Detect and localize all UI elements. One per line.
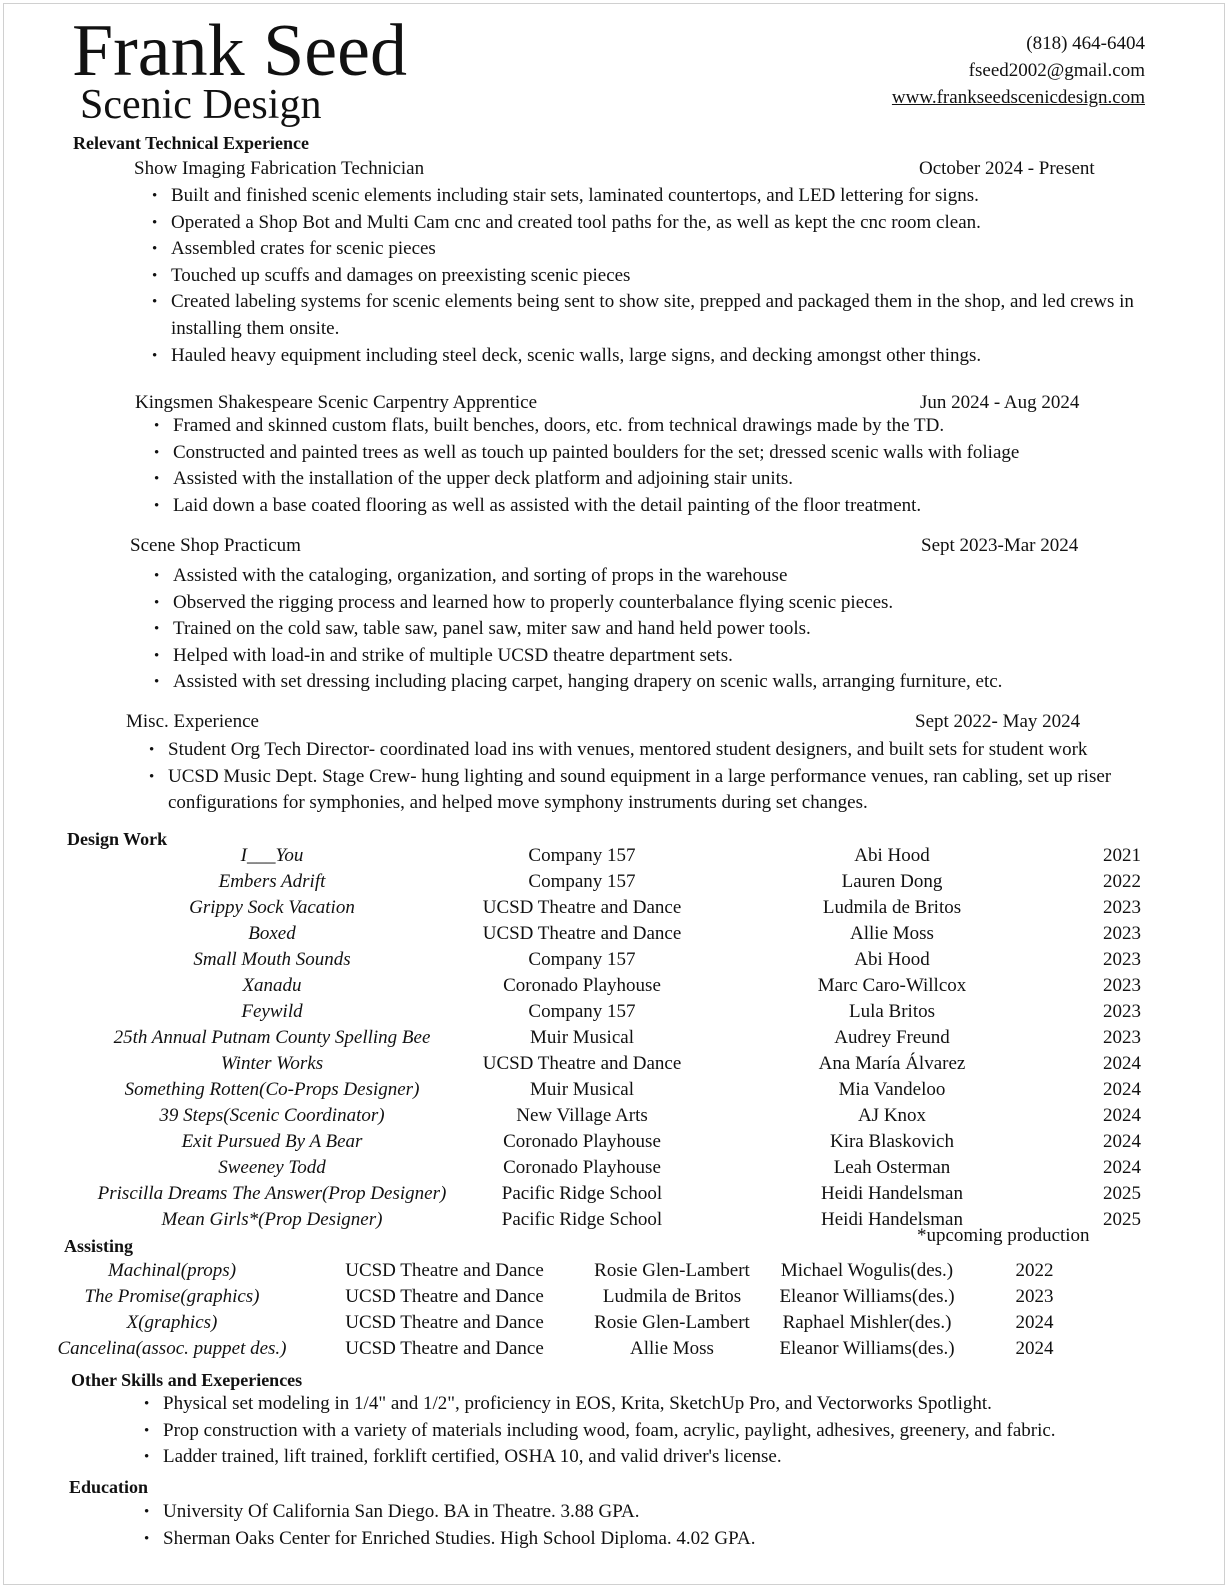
design-work-row-cell: Sweeney Todd bbox=[218, 1157, 326, 1178]
email-address: fseed2002@gmail.com bbox=[968, 60, 1145, 81]
design-work-row bbox=[82, 1103, 1162, 1129]
job-date: Sept 2022- May 2024 bbox=[915, 711, 1081, 732]
design-work-row bbox=[82, 1181, 1162, 1207]
resume-name: Frank Seed bbox=[72, 10, 407, 92]
job-bullets bbox=[173, 413, 1173, 519]
design-work-row-cell: Allie Moss bbox=[850, 923, 934, 944]
design-work-row-cell: 2021 bbox=[1103, 845, 1141, 866]
assisting-row-cell: UCSD Theatre and Dance bbox=[345, 1338, 544, 1359]
bullet-item: • Sherman Oaks Center for Enriched Studies. High School Diploma. 4.02 GPA. bbox=[163, 1526, 1203, 1553]
assisting-row-cell: 2024 bbox=[1015, 1338, 1054, 1359]
assisting-row-cell: UCSD Theatre and Dance bbox=[345, 1260, 544, 1281]
design-work-row bbox=[82, 1025, 1162, 1051]
skills-bullets bbox=[163, 1391, 1203, 1471]
assisting-row-cell: 2024 bbox=[1015, 1312, 1054, 1333]
assisting-row-cell: 2023 bbox=[1015, 1286, 1054, 1307]
assisting-row-cell: Machinal(props) bbox=[107, 1260, 237, 1281]
assisting-row-cell: Michael Wogulis(des.) bbox=[780, 1260, 954, 1281]
assisting-table bbox=[42, 1258, 1092, 1362]
bullet-item: • UCSD Music Dept. Stage Crew- hung lighting and sound equipment in a large performance venues, ran cabling, set up riser configurations for symphonies, and helped move symphony instruments during set changes. bbox=[168, 764, 1208, 817]
design-work-row-cell: Lula Britos bbox=[848, 1001, 936, 1022]
assisting-row-cell: Eleanor Williams(des.) bbox=[779, 1338, 955, 1359]
design-work-row-cell: Company 157 bbox=[528, 1001, 636, 1022]
job-title: Scene Shop Practicum bbox=[130, 535, 301, 556]
bullet-item: • Created labeling systems for scenic elements being sent to show site, prepped and packaged them in the shop, and led crews in installing them onsite. bbox=[171, 289, 1161, 342]
design-work-row bbox=[82, 843, 1162, 869]
upcoming-note: *upcoming production bbox=[917, 1225, 1090, 1246]
design-work-row-cell: New Village Arts bbox=[516, 1105, 648, 1126]
design-work-row-cell: Coronado Playhouse bbox=[503, 1131, 661, 1152]
design-work-row-cell: Company 157 bbox=[528, 949, 636, 970]
job-date: October 2024 - Present bbox=[919, 158, 1095, 179]
design-work-row-cell: Small Mouth Sounds bbox=[193, 949, 351, 970]
design-work-row-cell: Heidi Handelsman bbox=[821, 1183, 963, 1204]
job-title: Kingsmen Shakespeare Scenic Carpentry Apprentice bbox=[135, 392, 538, 413]
design-work-row-cell: Abi Hood bbox=[854, 949, 930, 970]
design-work-row-cell: 2023 bbox=[1103, 975, 1141, 996]
assisting-row-cell: Rosie Glen-Lambert bbox=[594, 1260, 750, 1281]
design-work-row-cell: 39 Steps(Scenic Coordinator) bbox=[159, 1105, 385, 1126]
website-link[interactable]: www.frankseedscenicdesign.com bbox=[891, 87, 1145, 108]
design-work-row-cell: AJ Knox bbox=[857, 1105, 927, 1126]
design-work-row-cell: Leah Osterman bbox=[833, 1157, 951, 1178]
bullet-item: • Ladder trained, lift trained, forklift certified, OSHA 10, and valid driver's license. bbox=[163, 1444, 1203, 1471]
design-work-row-cell: Ana María Álvarez bbox=[818, 1053, 966, 1074]
design-work-row-cell: Muir Musical bbox=[530, 1027, 634, 1048]
assisting-row-cell: UCSD Theatre and Dance bbox=[345, 1312, 544, 1333]
assisting-row-cell: Allie Moss bbox=[630, 1338, 714, 1359]
bullet-item: • Assisted with the installation of the upper deck platform and adjoining stair units. bbox=[173, 466, 1173, 493]
design-work-row-cell: 25th Annual Putnam County Spelling Bee bbox=[113, 1027, 431, 1048]
bullet-item: • Framed and skinned custom flats, built benches, doors, etc. from technical drawings made by the TD. bbox=[173, 413, 1173, 440]
assisting-row bbox=[42, 1284, 1092, 1310]
job-bullets bbox=[168, 737, 1208, 817]
design-work-row-cell: Coronado Playhouse bbox=[503, 1157, 661, 1178]
design-work-row bbox=[82, 1077, 1162, 1103]
design-work-row-cell: 2023 bbox=[1103, 949, 1141, 970]
assisting-row bbox=[42, 1336, 1092, 1362]
job-title: Show Imaging Fabrication Technician bbox=[134, 158, 425, 179]
design-work-row-cell: Grippy Sock Vacation bbox=[189, 897, 355, 918]
design-work-row-cell: Boxed bbox=[248, 923, 296, 944]
job-date: Sept 2023-Mar 2024 bbox=[921, 535, 1079, 556]
assisting-row bbox=[42, 1310, 1092, 1336]
design-work-row-cell: Embers Adrift bbox=[218, 871, 326, 892]
design-work-row-cell: 2024 bbox=[1103, 1053, 1141, 1074]
bullet-item: • Operated a Shop Bot and Multi Cam cnc and created tool paths for the, as well as kept the cnc room clean. bbox=[171, 210, 1161, 237]
design-work-row-cell: UCSD Theatre and Dance bbox=[482, 897, 682, 918]
design-work-row-cell: Kira Blaskovich bbox=[829, 1131, 954, 1152]
assisting-row-cell: Cancelina(assoc. puppet des.) bbox=[57, 1338, 287, 1359]
design-work-row-cell: Coronado Playhouse bbox=[503, 975, 661, 996]
design-work-row-cell: 2024 bbox=[1103, 1079, 1141, 1100]
design-work-row-cell: Pacific Ridge School bbox=[501, 1183, 663, 1204]
resume-title: Scenic Design bbox=[80, 82, 322, 128]
design-work-table bbox=[82, 843, 1162, 1233]
design-work-row-cell: Something Rotten(Co-Props Designer) bbox=[124, 1079, 420, 1100]
design-work-row-cell: UCSD Theatre and Dance bbox=[482, 923, 682, 944]
design-work-heading: Design Work bbox=[67, 829, 168, 849]
design-work-row bbox=[82, 1155, 1162, 1181]
design-work-row bbox=[82, 1051, 1162, 1077]
design-work-row-cell: I___You bbox=[240, 845, 304, 866]
bullet-item: • Physical set modeling in 1/4" and 1/2", proficiency in EOS, Krita, SketchUp Pro, and Vectorworks Spotlight. bbox=[163, 1391, 1203, 1418]
design-work-row-cell: Mia Vandeloo bbox=[838, 1079, 946, 1100]
design-work-row bbox=[82, 869, 1162, 895]
bullet-item: • Assisted with set dressing including placing carpet, hanging drapery on scenic walls, arranging furniture, etc. bbox=[173, 669, 1173, 696]
design-work-row-cell: Winter Works bbox=[220, 1053, 324, 1074]
design-work-row-cell: Feywild bbox=[241, 1001, 303, 1022]
design-work-row-cell: Muir Musical bbox=[530, 1079, 634, 1100]
assisting-row-cell: 2022 bbox=[1015, 1260, 1054, 1281]
bullet-item: • Observed the rigging process and learned how to properly counterbalance flying scenic pieces. bbox=[173, 590, 1173, 617]
assisting-row-cell: Rosie Glen-Lambert bbox=[594, 1312, 750, 1333]
design-work-row bbox=[82, 895, 1162, 921]
design-work-row-cell: Xanadu bbox=[242, 975, 302, 996]
bullet-item: • Prop construction with a variety of materials including wood, foam, acrylic, paylight, adhesives, greenery, and fabric. bbox=[163, 1418, 1203, 1445]
design-work-row-cell: Marc Caro-Willcox bbox=[817, 975, 967, 996]
assisting-heading: Assisting bbox=[64, 1236, 134, 1256]
design-work-row bbox=[82, 921, 1162, 947]
technical-heading: Relevant Technical Experience bbox=[73, 133, 309, 153]
job-bullets bbox=[173, 563, 1173, 696]
design-work-row-cell: Lauren Dong bbox=[841, 871, 943, 892]
design-work-row-cell: Abi Hood bbox=[854, 845, 930, 866]
assisting-row-cell: UCSD Theatre and Dance bbox=[345, 1286, 544, 1307]
design-work-row-cell: UCSD Theatre and Dance bbox=[482, 1053, 682, 1074]
skills-heading: Other Skills and Exeperiences bbox=[71, 1370, 303, 1390]
assisting-row-cell: X(graphics) bbox=[126, 1312, 218, 1333]
job-date: Jun 2024 - Aug 2024 bbox=[920, 392, 1080, 413]
design-work-row-cell: 2024 bbox=[1103, 1131, 1141, 1152]
bullet-item: • Hauled heavy equipment including steel deck, scenic walls, large signs, and decking amongst other things. bbox=[171, 343, 1161, 370]
bullet-item: • Built and finished scenic elements including stair sets, laminated countertops, and LED lettering for signs. bbox=[171, 183, 1161, 210]
design-work-row-cell: 2024 bbox=[1103, 1157, 1141, 1178]
assisting-row bbox=[42, 1258, 1092, 1284]
bullet-item: • Laid down a base coated flooring as well as assisted with the detail painting of the floor treatment. bbox=[173, 493, 1173, 520]
bullet-item: • Helped with load-in and strike of multiple UCSD theatre department sets. bbox=[173, 643, 1173, 670]
design-work-row-cell: 2023 bbox=[1103, 897, 1141, 918]
design-work-row bbox=[82, 973, 1162, 999]
job-bullets bbox=[171, 183, 1161, 369]
assisting-row-cell: Ludmila de Britos bbox=[602, 1286, 742, 1307]
design-work-row-cell: 2024 bbox=[1103, 1105, 1141, 1126]
design-work-row-cell: Pacific Ridge School bbox=[501, 1209, 663, 1230]
design-work-row-cell: Exit Pursued By A Bear bbox=[181, 1131, 363, 1152]
design-work-row-cell: Company 157 bbox=[528, 871, 636, 892]
education-heading: Education bbox=[69, 1477, 149, 1497]
design-work-row-cell: Priscilla Dreams The Answer(Prop Designer) bbox=[97, 1183, 447, 1204]
contact-block bbox=[892, 30, 1145, 111]
design-work-row-cell: 2023 bbox=[1103, 923, 1141, 944]
design-work-row-cell: Audrey Freund bbox=[834, 1027, 950, 1048]
design-work-row-cell: Company 157 bbox=[528, 845, 636, 866]
design-work-row bbox=[82, 947, 1162, 973]
phone-number: (818) 464-6404 bbox=[1026, 33, 1145, 54]
design-work-row bbox=[82, 999, 1162, 1025]
assisting-row-cell: The Promise(graphics) bbox=[84, 1286, 260, 1307]
design-work-row-cell: Mean Girls*(Prop Designer) bbox=[161, 1209, 383, 1230]
bullet-item: • University Of California San Diego. BA in Theatre. 3.88 GPA. bbox=[163, 1499, 1203, 1526]
assisting-row-cell: Raphael Mishler(des.) bbox=[782, 1312, 952, 1333]
education-bullets bbox=[163, 1499, 1203, 1552]
design-work-row-cell: Heidi Handelsman bbox=[821, 1209, 963, 1230]
design-work-row-cell: 2022 bbox=[1103, 871, 1141, 892]
design-work-row-cell: 2025 bbox=[1103, 1209, 1141, 1230]
assisting-row-cell: Eleanor Williams(des.) bbox=[779, 1286, 955, 1307]
bullet-item: • Assisted with the cataloging, organization, and sorting of props in the warehouse bbox=[173, 563, 1173, 590]
design-work-row-cell: 2023 bbox=[1103, 1027, 1141, 1048]
design-work-row bbox=[82, 1129, 1162, 1155]
bullet-item: • Touched up scuffs and damages on preexisting scenic pieces bbox=[171, 263, 1161, 290]
design-work-row-cell: 2023 bbox=[1103, 1001, 1141, 1022]
bullet-item: • Constructed and painted trees as well as touch up painted boulders for the set; dressed scenic walls with foliage bbox=[173, 440, 1173, 467]
design-work-row-cell: Ludmila de Britos bbox=[822, 897, 962, 918]
bullet-item: • Assembled crates for scenic pieces bbox=[171, 236, 1161, 263]
bullet-item: • Student Org Tech Director- coordinated load ins with venues, mentored student designers, and built sets for student work bbox=[168, 737, 1208, 764]
bullet-item: • Trained on the cold saw, table saw, panel saw, miter saw and hand held power tools. bbox=[173, 616, 1173, 643]
job-title: Misc. Experience bbox=[126, 711, 259, 732]
design-work-row-cell: 2025 bbox=[1103, 1183, 1141, 1204]
